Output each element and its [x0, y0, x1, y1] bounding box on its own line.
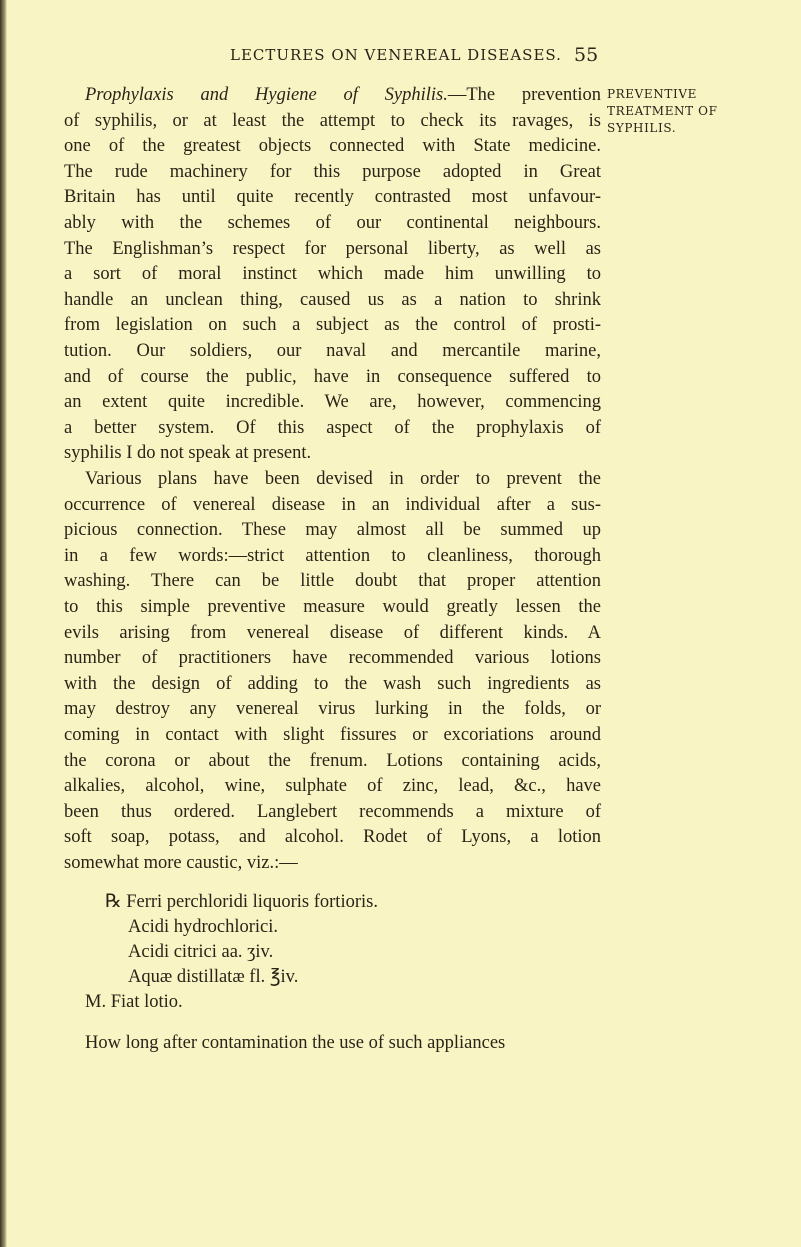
text-line: to this simple preventive measure would greatly lessen the	[64, 597, 601, 617]
text-line: Various plans have been devised in order to prevent the	[85, 469, 601, 489]
text-line: How long after contamination the use of such appliances	[85, 1033, 506, 1053]
text-line: one of the greatest objects connected with State medicine.	[64, 136, 601, 157]
text-line: picious connection. These may almost all be summed up	[64, 520, 601, 541]
text-line: and of course the public, have in consequence suffered to	[64, 366, 601, 387]
text-span: —The prevention	[447, 85, 602, 105]
prescription-line: M. Fiat lotio.	[85, 992, 183, 1012]
running-title: LECTURES ON VENEREAL DISEASES.	[230, 46, 562, 64]
text-line: alkalies, alcohol, wine, sulphate of zinc, lead, &c., have	[64, 776, 601, 797]
prescription-line: Acidi hydrochlorici.	[128, 917, 279, 937]
text-line: The Englishman’s respect for personal liberty, as well as	[64, 238, 601, 259]
margin-note	[607, 86, 718, 137]
prescription-line: Aquæ distillatæ fl. ℥iv.	[128, 967, 299, 987]
text-line: the corona or about the frenum. Lotions containing acids,	[64, 750, 601, 771]
text-line: The rude machinery for this purpose adopted in Great	[64, 161, 601, 182]
text-line: with the design of adding to the wash such ingredients as	[64, 673, 601, 694]
text-line: of syphilis, or at least the attempt to check its ravages, is	[64, 110, 601, 131]
text-line: a better system. Of this aspect of the prophylaxis of	[64, 417, 601, 438]
page-number: 55	[574, 44, 599, 66]
text-line: handle an unclean thing, caused us as a nation to shrink	[64, 289, 601, 310]
text-line: been thus ordered. Langlebert recommends a mixture of	[64, 801, 601, 822]
text-line	[85, 83, 601, 107]
margin-note-line: SYPHILIS.	[607, 121, 677, 135]
margin-note-line: TREATMENT OF	[607, 104, 718, 118]
text-line: a sort of moral instinct which made him unwilling to	[64, 264, 601, 285]
text-line: in a few words:—strict attention to cleanliness, thorough	[64, 545, 601, 566]
text-line: an extent quite incredible. We are, however, commencing	[64, 392, 601, 413]
prescription-line: Acidi citrici aa. ʒiv.	[128, 942, 274, 962]
text-line: ably with the schemes of our continental neighbours.	[64, 213, 601, 233]
text-line: somewhat more caustic, viz.:—	[64, 853, 298, 873]
page-edge	[0, 0, 7, 1247]
margin-note-line: PREVENTIVE	[607, 87, 697, 101]
text-line: may destroy any venereal virus lurking in the folds, or	[64, 699, 601, 720]
text-line: evils arising from venereal disease of different kinds. A	[64, 622, 601, 643]
text-line: number of practitioners have recommended various lotions	[64, 648, 601, 669]
section-heading: Prophylaxis and Hygiene of Syphilis.	[85, 85, 448, 105]
text-line: soft soap, potass, and alcohol. Rodet of Lyons, a lotion	[64, 827, 601, 848]
text-line: syphilis I do not speak at present.	[64, 443, 312, 464]
text-line: occurrence of venereal disease in an individual after a sus-	[64, 494, 601, 515]
text-line: tution. Our soldiers, our naval and mercantile marine,	[64, 341, 601, 361]
text-line: from legislation on such a subject as the control of prosti-	[64, 315, 601, 336]
prescription-line: ℞ Ferri perchloridi liquoris fortioris.	[105, 892, 378, 912]
text-line: washing. There can be little doubt that proper attention	[64, 571, 601, 592]
text-line: coming in contact with slight fissures or excoriations around	[64, 725, 601, 745]
text-line: Britain has until quite recently contrasted most unfavour-	[64, 187, 601, 208]
